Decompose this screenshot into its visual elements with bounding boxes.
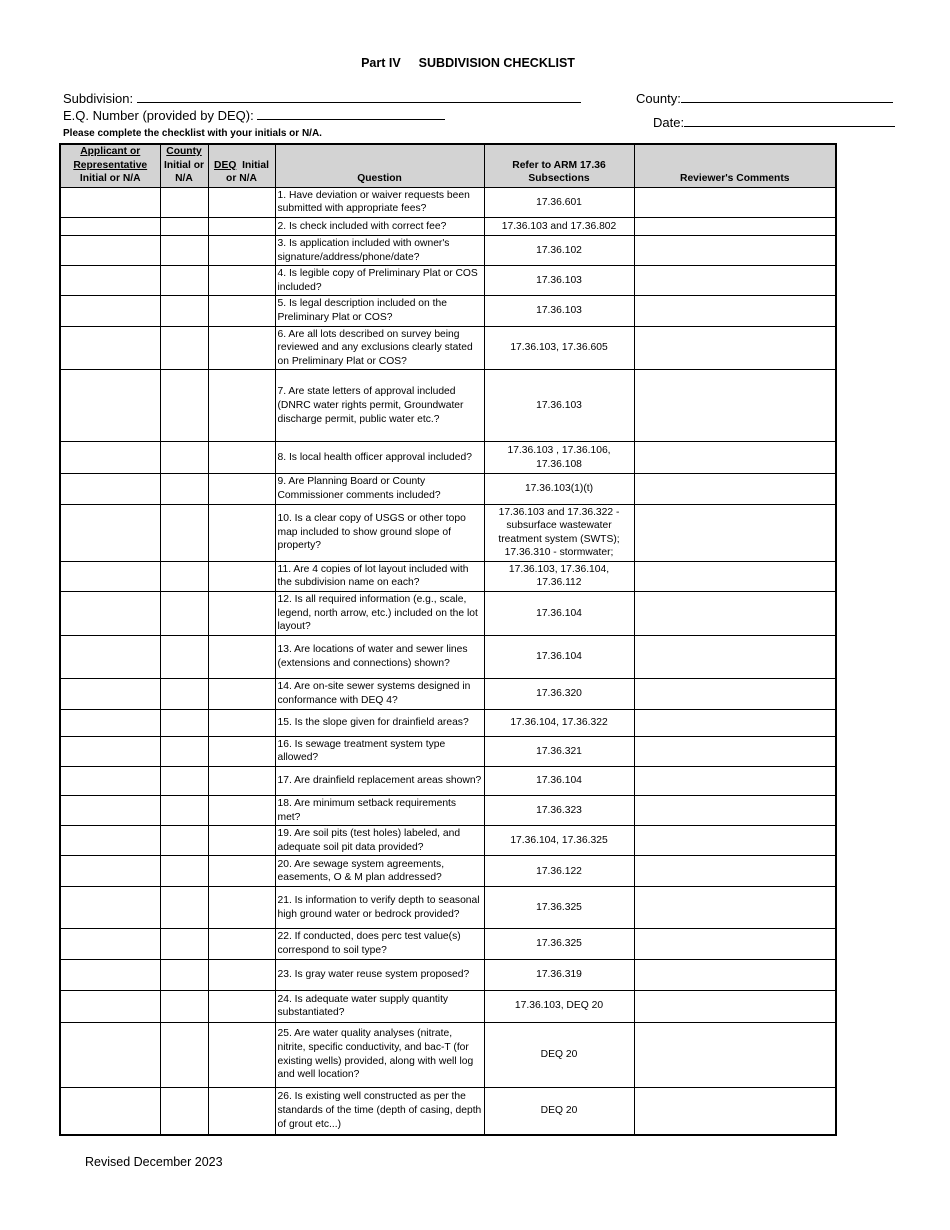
deq-initial-cell[interactable] [208, 1022, 275, 1087]
reviewer-comments-cell[interactable] [634, 1087, 836, 1135]
checklist-row [60, 767, 836, 796]
county-column-header: County Initial or N/A [160, 144, 208, 187]
arm-reference-cell: 17.36.104 [484, 767, 634, 796]
question-cell: 24. Is adequate water supply quantity substantiated? [275, 990, 484, 1022]
arm-reference-cell: 17.36.103 [484, 370, 634, 442]
reviewer-comments-cell[interactable] [634, 959, 836, 990]
question-cell: 5. Is legal description included on the Preliminary Plat or COS? [275, 296, 484, 326]
applicant-initial-cell[interactable] [60, 990, 160, 1022]
date-field[interactable] [653, 114, 895, 130]
checklist-row [60, 887, 836, 929]
deq-initial-cell[interactable] [208, 826, 275, 856]
date-label: Date: [653, 115, 685, 130]
reviewer-comments-cell[interactable] [634, 592, 836, 636]
applicant-initial-cell[interactable] [60, 326, 160, 370]
eq-number-label: E.Q. Number (provided by DEQ): [63, 108, 254, 123]
checklist-row [60, 736, 836, 766]
eq-number-input-line[interactable] [257, 107, 445, 120]
checklist-row [60, 561, 836, 591]
checklist-row [60, 709, 836, 736]
subdivision-field[interactable] [63, 90, 581, 106]
reviewer-comments-cell[interactable] [634, 326, 836, 370]
revision-note: Revised December 2023 [85, 1155, 223, 1169]
subdivision-label: Subdivision: [63, 91, 134, 106]
question-cell: 4. Is legible copy of Preliminary Plat or COS included? [275, 266, 484, 296]
reviewer-comments-cell[interactable] [634, 635, 836, 678]
deq-initial-cell[interactable] [208, 235, 275, 265]
checklist-row [60, 929, 836, 959]
reviewer-comments-cell[interactable] [634, 217, 836, 235]
county-initial-cell[interactable] [160, 709, 208, 736]
deq-initial-cell[interactable] [208, 736, 275, 766]
applicant-initial-cell[interactable] [60, 709, 160, 736]
date-input-line[interactable] [684, 114, 895, 127]
reviewer-comments-cell[interactable] [634, 678, 836, 709]
checklist-row [60, 990, 836, 1022]
county-initial-cell[interactable] [160, 736, 208, 766]
deq-initial-cell[interactable] [208, 504, 275, 561]
county-initial-cell[interactable] [160, 592, 208, 636]
deq-initial-cell[interactable] [208, 561, 275, 591]
question-cell: 8. Is local health officer approval included? [275, 442, 484, 474]
reviewer-comments-cell[interactable] [634, 796, 836, 826]
reviewer-comments-cell[interactable] [634, 370, 836, 442]
applicant-initial-cell[interactable] [60, 370, 160, 442]
county-initial-cell[interactable] [160, 561, 208, 591]
checklist-row [60, 474, 836, 504]
arm-reference-cell: 17.36.325 [484, 887, 634, 929]
arm-reference-cell: 17.36.320 [484, 678, 634, 709]
applicant-initial-cell[interactable] [60, 678, 160, 709]
checklist-row [60, 266, 836, 296]
question-cell: 2. Is check included with correct fee? [275, 217, 484, 235]
reviewer-comments-cell[interactable] [634, 709, 836, 736]
deq-initial-cell[interactable] [208, 592, 275, 636]
applicant-initial-cell[interactable] [60, 887, 160, 929]
checklist-row [60, 796, 836, 826]
question-cell: 10. Is a clear copy of USGS or other topo map included to show ground slope of property? [275, 504, 484, 561]
county-initial-cell[interactable] [160, 990, 208, 1022]
question-cell: 20. Are sewage system agreements, easements, O & M plan addressed? [275, 856, 484, 887]
county-initial-cell[interactable] [160, 959, 208, 990]
applicant-initial-cell[interactable] [60, 929, 160, 959]
question-cell: 9. Are Planning Board or County Commissioner comments included? [275, 474, 484, 504]
reviewer-comments-cell[interactable] [634, 929, 836, 959]
county-initial-cell[interactable] [160, 635, 208, 678]
arm-reference-cell: 17.36.104 [484, 592, 634, 636]
question-column-header: Question [275, 144, 484, 187]
question-cell: 22. If conducted, does perc test value(s) correspond to soil type? [275, 929, 484, 959]
arm-reference-cell: 17.36.103 and 17.36.802 [484, 217, 634, 235]
checklist-row [60, 592, 836, 636]
applicant-column-header: Applicant or Representative Initial or N/A [60, 144, 160, 187]
county-initial-cell[interactable] [160, 504, 208, 561]
arm-reference-cell: 17.36.102 [484, 235, 634, 265]
arm-reference-cell: 17.36.103 [484, 266, 634, 296]
reviewer-comments-cell[interactable] [634, 296, 836, 326]
county-initial-cell[interactable] [160, 678, 208, 709]
table-header-row [60, 144, 836, 187]
checklist-row [60, 856, 836, 887]
eq-number-field[interactable] [63, 107, 445, 123]
reviewer-comments-cell[interactable] [634, 442, 836, 474]
county-initial-cell[interactable] [160, 474, 208, 504]
deq-initial-cell[interactable] [208, 767, 275, 796]
checklist-row [60, 504, 836, 561]
reviewer-comments-cell[interactable] [634, 1022, 836, 1087]
deq-initial-cell[interactable] [208, 187, 275, 217]
applicant-initial-cell[interactable] [60, 474, 160, 504]
applicant-initial-cell[interactable] [60, 442, 160, 474]
applicant-initial-cell[interactable] [60, 235, 160, 265]
county-initial-cell[interactable] [160, 1022, 208, 1087]
question-cell: 11. Are 4 copies of lot layout included with the subdivision name on each? [275, 561, 484, 591]
arm-column-header: Refer to ARM 17.36 Subsections [484, 144, 634, 187]
page-title [0, 56, 936, 70]
deq-column-header: DEQ Initial or N/A [208, 144, 275, 187]
arm-reference-cell: 17.36.323 [484, 796, 634, 826]
arm-reference-cell: 17.36.104 [484, 635, 634, 678]
instructions: Please complete the checklist with your initials or N/A. [63, 128, 322, 139]
county-input-line[interactable] [681, 90, 893, 103]
reviewer-comments-cell[interactable] [634, 826, 836, 856]
county-label: County: [636, 91, 681, 106]
deq-initial-cell[interactable] [208, 326, 275, 370]
reviewer-comments-cell[interactable] [634, 235, 836, 265]
applicant-initial-cell[interactable] [60, 187, 160, 217]
arm-reference-cell: 17.36.103(1)(t) [484, 474, 634, 504]
checklist-row [60, 370, 836, 442]
county-field[interactable] [636, 90, 893, 106]
checklist-row [60, 678, 836, 709]
applicant-initial-cell[interactable] [60, 561, 160, 591]
reviewer-comments-cell[interactable] [634, 990, 836, 1022]
checklist-row [60, 187, 836, 217]
county-initial-cell[interactable] [160, 826, 208, 856]
applicant-initial-cell[interactable] [60, 635, 160, 678]
deq-initial-cell[interactable] [208, 959, 275, 990]
checklist-row [60, 235, 836, 265]
reviewer-comments-cell[interactable] [634, 187, 836, 217]
reviewer-comments-cell[interactable] [634, 474, 836, 504]
applicant-initial-cell[interactable] [60, 856, 160, 887]
question-cell: 1. Have deviation or waiver requests been submitted with appropriate fees? [275, 187, 484, 217]
question-cell: 25. Are water quality analyses (nitrate, nitrite, specific conductivity, and bac-T (for existing wells) provided, along with well log and well location? [275, 1022, 484, 1087]
question-cell: 3. Is application included with owner's signature/address/phone/date? [275, 235, 484, 265]
deq-initial-cell[interactable] [208, 296, 275, 326]
county-initial-cell[interactable] [160, 442, 208, 474]
question-cell: 26. Is existing well constructed as per the standards of the time (depth of casing, depth of grout etc...) [275, 1087, 484, 1135]
deq-initial-cell[interactable] [208, 1087, 275, 1135]
county-initial-cell[interactable] [160, 217, 208, 235]
applicant-initial-cell[interactable] [60, 592, 160, 636]
arm-reference-cell: 17.36.321 [484, 736, 634, 766]
arm-reference-cell: 17.36.325 [484, 929, 634, 959]
applicant-initial-cell[interactable] [60, 266, 160, 296]
applicant-initial-cell[interactable] [60, 217, 160, 235]
subdivision-input-line[interactable] [137, 90, 581, 103]
question-cell: 19. Are soil pits (test holes) labeled, and adequate soil pit data provided? [275, 826, 484, 856]
checklist-row [60, 959, 836, 990]
deq-initial-cell[interactable] [208, 370, 275, 442]
part-label: Part IV [361, 56, 401, 70]
deq-initial-cell[interactable] [208, 635, 275, 678]
reviewer-comments-cell[interactable] [634, 504, 836, 561]
checklist-row [60, 1022, 836, 1087]
question-cell: 14. Are on-site sewer systems designed in conformance with DEQ 4? [275, 678, 484, 709]
deq-initial-cell[interactable] [208, 442, 275, 474]
checklist-row [60, 1087, 836, 1135]
reviewer-comments-cell[interactable] [634, 561, 836, 591]
checklist-row [60, 217, 836, 235]
reviewer-comments-cell[interactable] [634, 266, 836, 296]
county-initial-cell[interactable] [160, 326, 208, 370]
arm-reference-cell: 17.36.103, 17.36.605 [484, 326, 634, 370]
applicant-initial-cell[interactable] [60, 959, 160, 990]
county-initial-cell[interactable] [160, 1087, 208, 1135]
deq-initial-cell[interactable] [208, 990, 275, 1022]
question-cell: 17. Are drainfield replacement areas shown? [275, 767, 484, 796]
county-initial-cell[interactable] [160, 296, 208, 326]
arm-reference-cell: 17.36.104, 17.36.325 [484, 826, 634, 856]
checklist-row [60, 635, 836, 678]
reviewer-comments-cell[interactable] [634, 767, 836, 796]
arm-reference-cell: DEQ 20 [484, 1022, 634, 1087]
question-cell: 6. Are all lots described on survey being reviewed and any exclusions clearly stated on Preliminary Plat or COS? [275, 326, 484, 370]
question-cell: 12. Is all required information (e.g., scale, legend, north arrow, etc.) included on the lot layout? [275, 592, 484, 636]
county-initial-cell[interactable] [160, 187, 208, 217]
checklist-row [60, 442, 836, 474]
question-cell: 23. Is gray water reuse system proposed? [275, 959, 484, 990]
applicant-initial-cell[interactable] [60, 796, 160, 826]
question-cell: 16. Is sewage treatment system type allowed? [275, 736, 484, 766]
applicant-initial-cell[interactable] [60, 1087, 160, 1135]
arm-reference-cell: 17.36.319 [484, 959, 634, 990]
applicant-initial-cell[interactable] [60, 504, 160, 561]
county-initial-cell[interactable] [160, 235, 208, 265]
arm-reference-cell: 17.36.103, 17.36.104, 17.36.112 [484, 561, 634, 591]
deq-initial-cell[interactable] [208, 217, 275, 235]
applicant-initial-cell[interactable] [60, 826, 160, 856]
deq-initial-cell[interactable] [208, 678, 275, 709]
arm-reference-cell: 17.36.103 [484, 296, 634, 326]
county-initial-cell[interactable] [160, 856, 208, 887]
deq-initial-cell[interactable] [208, 474, 275, 504]
county-initial-cell[interactable] [160, 887, 208, 929]
question-cell: 7. Are state letters of approval included (DNRC water rights permit, Groundwater discharge permit, public water etc.? [275, 370, 484, 442]
checklist-row [60, 326, 836, 370]
question-cell: 15. Is the slope given for drainfield areas? [275, 709, 484, 736]
reviewer-comments-cell[interactable] [634, 887, 836, 929]
question-cell: 13. Are locations of water and sewer lines (extensions and connections) shown? [275, 635, 484, 678]
arm-reference-cell: 17.36.601 [484, 187, 634, 217]
checklist-row [60, 296, 836, 326]
deq-initial-cell[interactable] [208, 709, 275, 736]
county-initial-cell[interactable] [160, 929, 208, 959]
county-initial-cell[interactable] [160, 767, 208, 796]
county-initial-cell[interactable] [160, 370, 208, 442]
deq-initial-cell[interactable] [208, 266, 275, 296]
applicant-initial-cell[interactable] [60, 736, 160, 766]
applicant-initial-cell[interactable] [60, 767, 160, 796]
applicant-initial-cell[interactable] [60, 1022, 160, 1087]
county-initial-cell[interactable] [160, 266, 208, 296]
question-cell: 18. Are minimum setback requirements met? [275, 796, 484, 826]
arm-reference-cell: 17.36.103 and 17.36.322 - subsurface wastewater treatment system (SWTS); 17.36.310 - stormwater; [484, 504, 634, 561]
arm-reference-cell: 17.36.103 , 17.36.106, 17.36.108 [484, 442, 634, 474]
deq-initial-cell[interactable] [208, 929, 275, 959]
county-initial-cell[interactable] [160, 796, 208, 826]
checklist-table [59, 143, 837, 1136]
deq-initial-cell[interactable] [208, 856, 275, 887]
question-cell: 21. Is information to verify depth to seasonal high ground water or bedrock provided? [275, 887, 484, 929]
reviewer-comments-cell[interactable] [634, 856, 836, 887]
reviewer-comments-cell[interactable] [634, 736, 836, 766]
checklist-row [60, 826, 836, 856]
deq-initial-cell[interactable] [208, 887, 275, 929]
arm-reference-cell: 17.36.104, 17.36.322 [484, 709, 634, 736]
arm-reference-cell: DEQ 20 [484, 1087, 634, 1135]
deq-initial-cell[interactable] [208, 796, 275, 826]
arm-reference-cell: 17.36.103, DEQ 20 [484, 990, 634, 1022]
comments-column-header: Reviewer's Comments [634, 144, 836, 187]
applicant-initial-cell[interactable] [60, 296, 160, 326]
arm-reference-cell: 17.36.122 [484, 856, 634, 887]
checklist-title: SUBDIVISION CHECKLIST [418, 56, 575, 70]
